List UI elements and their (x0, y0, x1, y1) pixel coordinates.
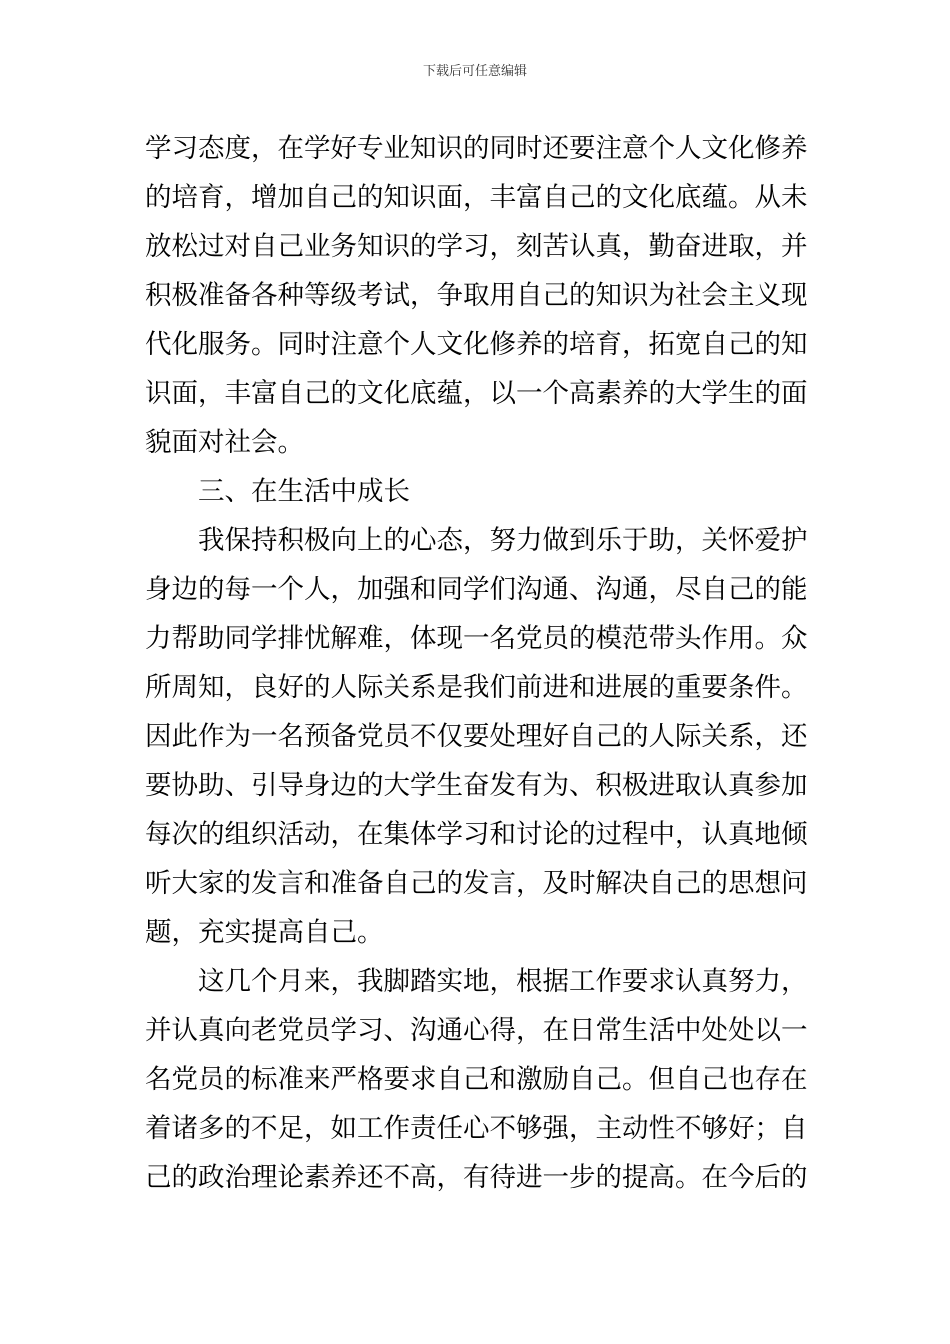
text-line: 名党员的标准来严格要求自己和激励自己。但自己也存在 (145, 1064, 808, 1095)
text-line: 貌面对社会。 (145, 427, 304, 458)
text-line: 积极准备各种等级考试，争取用自己的知识为社会主义现 (145, 280, 808, 311)
text-line: 题，充实提高自己。 (145, 917, 384, 948)
text-line: 己的政治理论素养还不高，有待进一步的提高。在今后的 (145, 1162, 808, 1193)
text-line: 身边的每一个人，加强和同学们沟通、沟通，尽自己的能 (145, 574, 808, 605)
text-line: 代化服务。同时注意个人文化修养的培育，拓宽自己的知 (145, 329, 808, 360)
paragraph-positive-attitude (145, 516, 807, 957)
document-body (145, 124, 807, 1202)
text-line: 放松过对自己业务知识的学习，刻苦认真，勤奋进取，并 (145, 231, 808, 262)
text-line: 力帮助同学排忧解难，体现一名党员的模范带头作用。众 (145, 623, 808, 654)
paragraph-recent-months (145, 957, 807, 1202)
text-line: 的培育，增加自己的知识面，丰富自己的文化底蕴。从未 (145, 182, 808, 213)
text-line: 我保持积极向上的心态，努力做到乐于助，关怀爱护 (198, 525, 808, 556)
text-line: 着诸多的不足，如工作责任心不够强，主动性不够好；自 (145, 1113, 808, 1144)
text-line: 这几个月来，我脚踏实地，根据工作要求认真努力， (198, 966, 808, 997)
text-line: 并认真向老党员学习、沟通心得，在日常生活中处处以一 (145, 1015, 808, 1046)
text-line: 每次的组织活动，在集体学习和讨论的过程中，认真地倾 (145, 819, 808, 850)
section-heading: 三、在生活中成长 (198, 476, 410, 507)
text-line: 要协助、引导身边的大学生奋发有为、积极进取认真参加 (145, 770, 808, 801)
text-line: 因此作为一名预备党员不仅要处理好自己的人际关系，还 (145, 721, 808, 752)
paragraph-study-attitude (145, 124, 807, 467)
section-heading-life (145, 467, 807, 516)
page-header: 下载后可任意编辑 (422, 64, 527, 79)
text-line: 识面，丰富自己的文化底蕴，以一个高素养的大学生的面 (145, 378, 808, 409)
text-line: 听大家的发言和准备自己的发言，及时解决自己的思想问 (145, 868, 808, 899)
text-line: 所周知，良好的人际关系是我们前进和进展的重要条件。 (145, 672, 808, 703)
text-line: 学习态度，在学好专业知识的同时还要注意个人文化修养 (145, 133, 808, 164)
